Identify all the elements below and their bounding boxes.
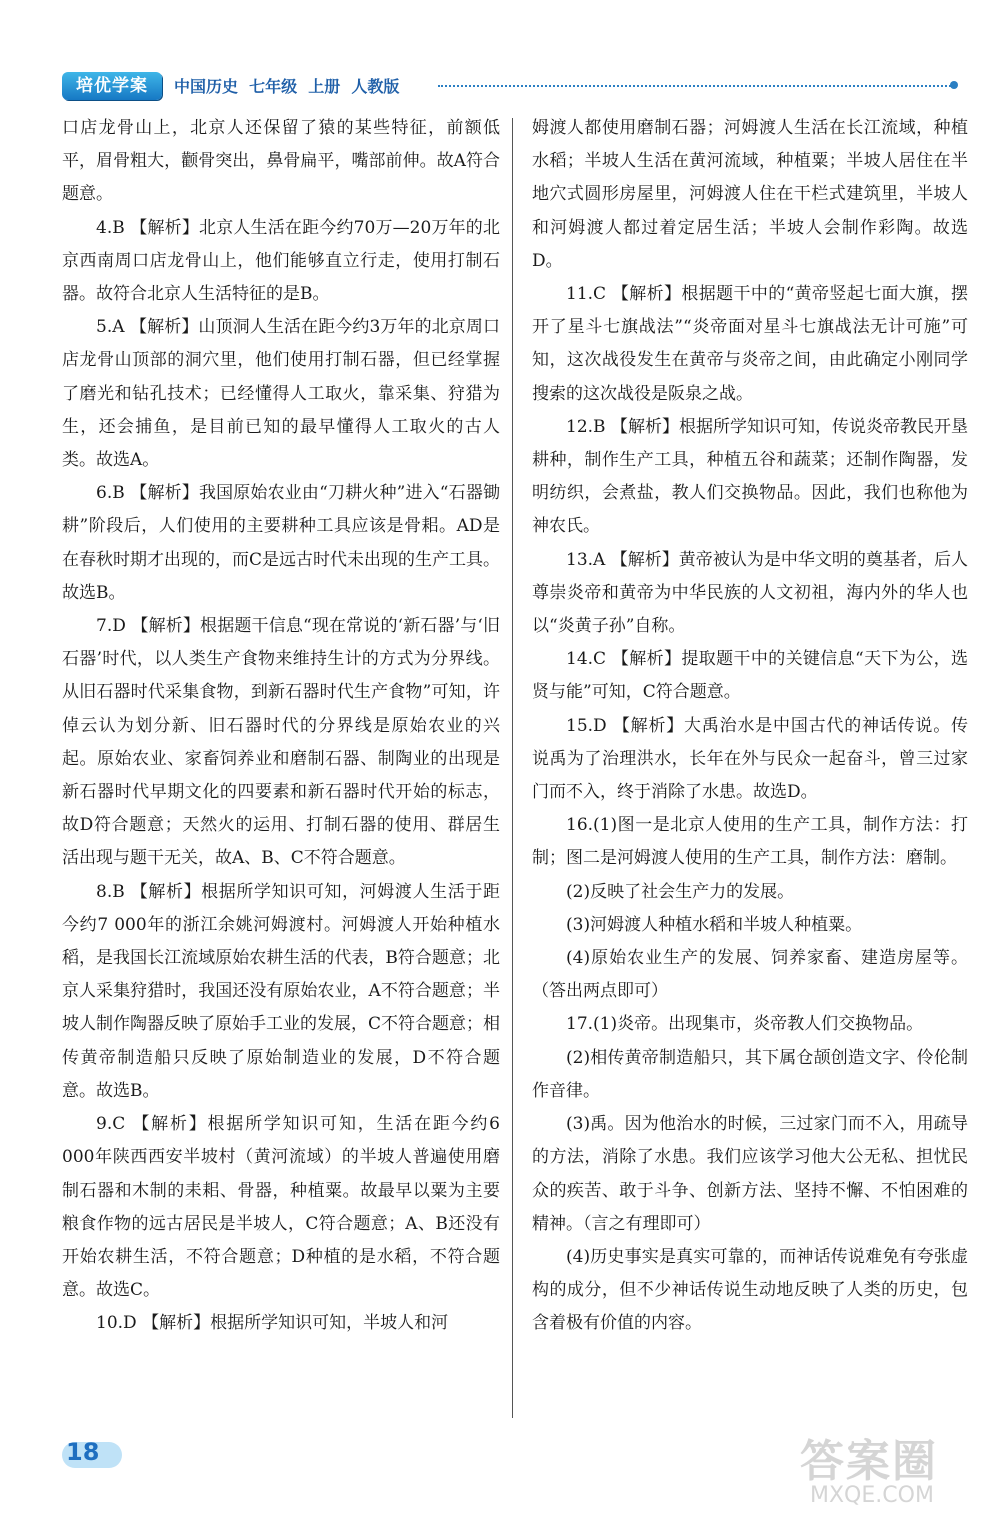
answer-paragraph: 15.D 【解析】大禹治水是中国古代的神话传说。传说禹为了治理洪水，长年在外与民众一起奋斗，曾三过家门而不入，终于消除了水患。故选D。: [532, 715, 968, 803]
answer-paragraph: (2)相传黄帝制造船只，其下属仓颉创造文字、伶伦制作音律。: [532, 1047, 968, 1101]
header-dotted-rule: [438, 85, 954, 87]
answer-paragraph: 5.A 【解析】山顶洞人生活在距今约3万年的北京周口店龙骨山顶部的洞穴里，他们使用打制石器，但已经掌握了磨光和钻孔技术；已经懂得人工取火，靠采集、狩猎为生，还会捕鱼，是目前已知的最早懂得人工取火的古人类。故选A。: [62, 317, 500, 471]
watermark-logo-text: 答案圈: [800, 1436, 938, 1487]
answer-paragraph: 13.A 【解析】黄帝被认为是中华文明的奠基者，后人尊崇炎帝和黄帝为中华民族的人文初祖，海内外的华人也以“炎黄子孙”自称。: [532, 549, 968, 637]
column-divider: [512, 118, 513, 1418]
page-number-text: 18: [66, 1438, 100, 1466]
answer-paragraph: (3)河姆渡人种植水稻和半坡人种植粟。: [566, 914, 863, 935]
page-number: [66, 1438, 126, 1472]
answer-paragraph: 14.C 【解析】提取题干中的关键信息“天下为公，选贤与能”可知，C符合题意。: [532, 649, 968, 703]
answer-paragraph: 4.B 【解析】北京人生活在距今约70万—20万年的北京西南周口店龙骨山上，他们能够直立行走，使用打制石器。故符合北京人生活特征的是B。: [62, 217, 500, 305]
watermark-url: MXQE.COM: [810, 1483, 934, 1508]
answer-paragraph: 口店龙骨山上，北京人还保留了猿的某些特征，前额低平，眉骨粗大，颧骨突出，鼻骨扁平，嘴部前伸。故A符合题意。: [62, 118, 500, 205]
answer-paragraph: 17.(1)炎帝。出现集市，炎帝教人们交换物品。: [566, 1014, 924, 1035]
answer-paragraph: 12.B 【解析】根据所学知识可知，传说炎帝教民开垦耕种，制作生产工具，种植五谷和蔬菜；还制作陶器，发明纺织，会煮盐，教人们交换物品。因此，我们也称他为神农氏。: [532, 416, 968, 537]
answer-paragraph: (4)历史事实是真实可靠的，而神话传说难免有夸张虚构的成分，但不少神话传说生动地反映了人类的历史，包含着极有价值的内容。: [532, 1246, 968, 1334]
answer-paragraph: 16.(1)图一是北京人使用的生产工具，制作方法：打制；图二是河姆渡人使用的生产工具，制作方法：磨制。: [532, 815, 968, 869]
answer-paragraph: 姆渡人都使用磨制石器；河姆渡人生活在长江流域，种植水稻；半坡人生活在黄河流域，种植粟；半坡人居住在半地穴式圆形房屋里，河姆渡人住在干栏式建筑里，半坡人和河姆渡人都过着定居生活；半坡人会制作彩陶。故选D。: [532, 118, 968, 271]
left-text-column: [62, 112, 500, 1341]
answer-paragraph: (4)原始农业生产的发展、饲养家畜、建造房屋等。（答出两点即可）: [532, 948, 968, 1002]
series-logo: 培优学案: [62, 72, 162, 100]
page-header: [62, 70, 962, 104]
watermark: [790, 1425, 990, 1515]
answer-paragraph: 10.D 【解析】根据所学知识可知，半坡人和河: [96, 1313, 449, 1334]
right-text-column: [532, 112, 968, 1341]
answer-paragraph: (3)禹。因为他治水的时候，三过家门而不入，用疏导的方法，消除了水患。我们应该学习他大公无私、担忧民众的疾苦、敢于斗争、创新方法、坚持不懈、不怕困难的精神。（言之有理即可）: [532, 1114, 968, 1234]
header-rule-end-dot: [950, 81, 958, 89]
answer-paragraph: 9.C 【解析】根据所学知识可知，生活在距今约6 000年陕西西安半坡村（黄河流域）的半坡人普遍使用磨制石器和木制的耒耜、骨器，种植粟。故最早以粟为主要粮食作物的远古居民是半坡人，C符合题意；A、B还没有开始农耕生活，不符合题意；D种植的是水稻，不符合题意。故选C。: [62, 1114, 500, 1301]
answer-paragraph: 6.B 【解析】我国原始农业由“刀耕火种”进入“石器锄耕”阶段后，人们使用的主要耕种工具应该是骨耜。AD是在春秋时期才出现的，而C是远古时代未出现的生产工具。故选B。: [62, 483, 501, 603]
answer-paragraph: (2)反映了社会生产力的发展。: [566, 881, 795, 902]
answer-paragraph: 7.D 【解析】根据题干信息“现在常说的‘新石器’与‘旧石器’时代，以人类生产食物来维持生计的方式为分界线。从旧石器时代采集食物，到新石器时代生产食物”可知，许倬云认为划分新、旧石器时代的分界线是原始农业的兴起。原始农业、家畜饲养业和磨制石器、制陶业的出现是新石器时代早期文化的四要素和新石器时代开始的标志，故D符合题意；天然火的运用、打制石器的使用、群居生活出现与题干无关，故A、B、C不符合题意。: [62, 616, 500, 869]
answer-paragraph: 8.B 【解析】根据所学知识可知，河姆渡人生活于距今约7 000年的浙江余姚河姆渡村。河姆渡人开始种植水稻，是我国长江流域原始农耕生活的代表，B符合题意；北京人采集狩猎时，我国还没有原始农业，A不符合题意；半坡人制作陶器反映了原始手工业的发展，C不符合题意；相传黄帝制造船只反映了原始制造业的发展，D不符合题意。故选B。: [62, 881, 501, 1101]
answer-paragraph: 11.C 【解析】根据题干中的“黄帝竖起七面大旗，摆开了星斗七旗战法”“炎帝面对星斗七旗战法无计可施”可知，这次战役发生在黄帝与炎帝之间，由此确定小刚同学搜索的这次战役是阪泉之战。: [532, 284, 968, 404]
book-title: 中国历史 七年级 上册 人教版: [174, 77, 400, 96]
